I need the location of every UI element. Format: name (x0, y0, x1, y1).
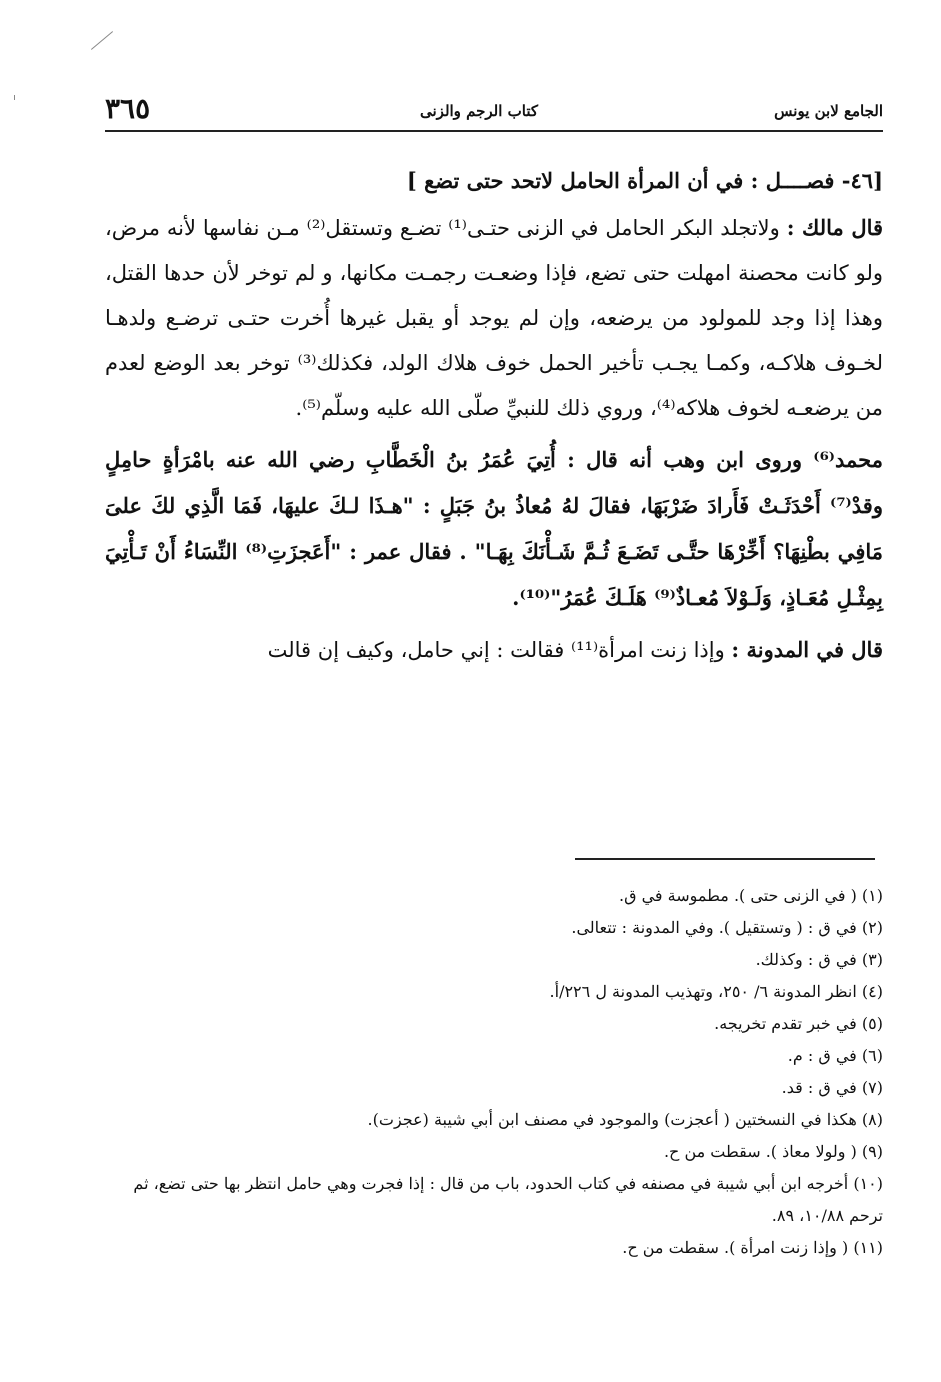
paragraph (105, 627, 883, 673)
paragraph-lead: قال مالك : (786, 215, 884, 240)
footnote: (٣) في ق : وكذلك. (755, 950, 883, 969)
footnote: (٤) انظر المدونة ٦/ ٢٥٠، وتهذيب المدونة ل ٢٢٦/أ. (549, 982, 883, 1001)
footnote: (١١) ( وإذا زنت امرأة ). سقطت من ح. (622, 1238, 883, 1257)
footnote: (٢) في ق : ( وتستقيل ). وفي المدونة : تتعالى. (571, 918, 883, 937)
book-title: الجامع لابن يونس (774, 102, 883, 120)
scan-speck (91, 31, 113, 50)
header-rule (105, 130, 883, 132)
footnote-rule (575, 858, 875, 860)
chapter-title: كتاب الرجم والزنى (419, 102, 538, 120)
scan-speck (14, 95, 15, 100)
footnote: (١) ( في الزنى حتى ). مطموسة في ق. (619, 886, 883, 905)
footnote: (٥) في خبر تقدم تخريجه. (714, 1014, 883, 1033)
paragraph-lead: محمد⁽⁶⁾ (813, 447, 883, 472)
page-header (105, 92, 883, 130)
footnotes (105, 880, 883, 1264)
footnote: (٦) في ق : م. (787, 1046, 883, 1065)
page-number: ٣٦٥ (105, 92, 151, 125)
footnote: (٨) هكذا في النسختين ( أعجزت) والموجود في مصنف ابن أبي شيبة (عجزت). (367, 1110, 883, 1129)
paragraph (105, 205, 883, 431)
footnote: (٧) في ق : قد. (781, 1078, 883, 1097)
main-text (105, 152, 883, 679)
paragraph-text: وإذا زنت امرأة⁽¹¹⁾ فقالت : إني حامل، وكيف إن قالت (267, 638, 732, 662)
paragraph-lead: قال في المدونة : (731, 637, 883, 662)
footnote: (١٠) أخرجه ابن أبي شيبة في مصنفه في كتاب الحدود، باب من قال : إذا فجرت وهي حامل انتظر بها حتى تضع، ثم ترحم ١٠/٨٨، ٨٩. (133, 1174, 883, 1225)
paragraph (105, 437, 883, 621)
section-title: [٤٦- فصــــل : في أن المرأة الحامل لاتحد حتى تضع ] (406, 168, 883, 193)
paragraph-text: وروى ابن وهب أنه قال : أُتِيَ عُمَرُ بنُ الْخَطَّابِ رضي الله عنه بامْرَأةٍ حامِلٍ وقدْ⁽⁷⁾ أَحْدَثَـتْ فَأَرادَ ضَرْبَهَا، فقالَ لهُ مُعاذُ بنُ جَبَلٍ : "هـذَا لـكَ عليهَا، فَمَا الَّذِي لكَ علىَ مَافِي بطْنِهَا؟ أَخِّرْهَا حتَّـى تَضَـعَ ثُـمَّ شَـأْنَكَ بِهَـا" . فقال عمر : "أَعَجزَتِ⁽⁸⁾ النِّسَاءُ أَنْ تَـأْتِيَ بِمِثْـلِ مُعَـاذٍ، وَلَـوْلاَ مُعـاذٌ⁽⁹⁾ هَلَـكَ عُمَرُ"⁽¹⁰⁾. (105, 447, 883, 610)
footnote: (٩) ( ولولا معاذ ). سقطت من ح. (663, 1142, 883, 1161)
paragraph-text: ولاتجلد البكر الحامل في الزنى حتـى⁽¹⁾ تضـع وتستقل⁽²⁾ مـن نفاسها لأنه مرض، ولو كانت محصنة امهلت حتى تضع، فإذا وضعـت رجمـت مكانها، و لم توخر لأن حدها القتل، وهذا إذا وجد للمولود من يرضعه، وإن لم يوجد أو يقبل غيرها أُخرت حتـى ترضـع ولدهـا لخـوف هلاكـه، وكمـا يجـب تأخير الحمل خوف هلاك الولد، فكذلك⁽³⁾ توخر بعد الوضع لعدم من يرضعـه لخوف هلاكه⁽⁴⁾، وروي ذلك للنبيِّ صلّى الله عليه وسلّم⁽⁵⁾. (105, 216, 883, 420)
